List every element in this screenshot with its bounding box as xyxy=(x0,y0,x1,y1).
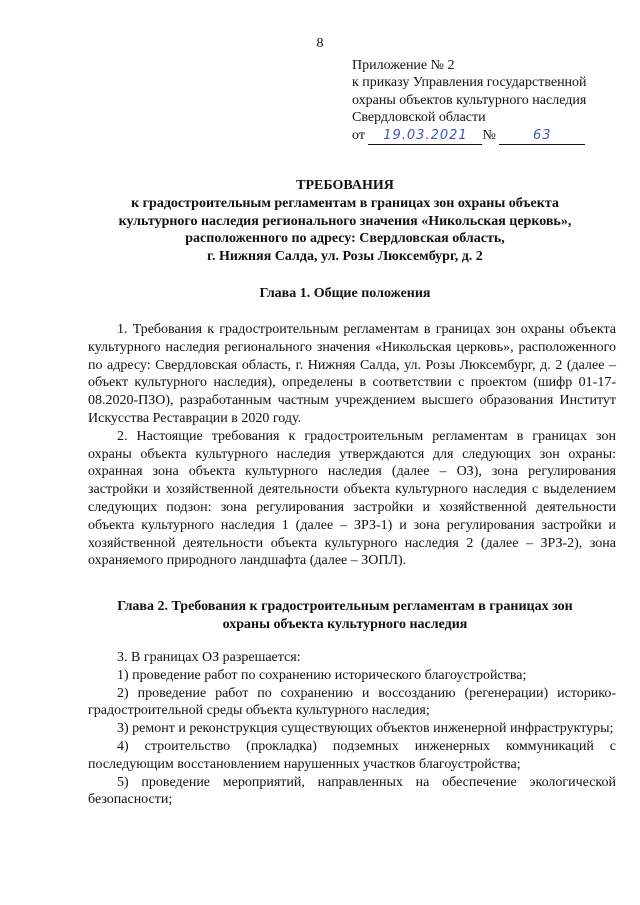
paragraph: 2. Настоящие требования к градостроительным регламентам в границах зон охраны объекта культурного наследия утверждаются для следующих зон охраны: охранная зона объекта культурного наследия (далее – ОЗ), зона регулирования застройки и хозяйственной деятельности объекта культурного наследия с выделением следующих подзон: зона регулирования застройки и хозяйственной деятельности объекта культурного наследия 1 (далее – ЗРЗ-1) и зона регулирования застройки и хозяйственной деятельности объекта культурного наследия 2 (далее – ЗРЗ-2), зона охраняемого природного ландшафта (далее – ЗОПЛ). xyxy=(88,428,616,569)
paragraph: 1. Требования к градостроительным регламентам в границах зон охраны объекта культурного наследия регионального значения «Никольская церковь», расположенного по адресу: Свердловская область, г. Нижняя Салда, ул. Розы Люксембург, д. 2 (далее – объект культурного наследия), определены в соответствии с проектом (шифр 01-17-08.2020-ПЗО), разработанным частным учреждением высшего образования Институт Искусства Реставрации в 2020 году. xyxy=(88,322,616,426)
paragraph: 1) проведение работ по сохранению исторического благоустройства; xyxy=(117,667,527,683)
title-line: культурного наследия регионального значения «Никольская церковь», xyxy=(118,213,572,229)
title-line: г. Нижняя Салда, ул. Розы Люксембург, д. 2 xyxy=(207,249,483,265)
chapter-2-heading-line: Глава 2. Требования к градостроительным регламентам в границах зон xyxy=(117,599,573,614)
appendix-date-line xyxy=(352,127,632,145)
appendix-line: Приложение № 2 xyxy=(352,58,455,73)
appendix-line: Свердловской области xyxy=(352,110,486,126)
number-label: № xyxy=(482,127,496,143)
appendix-header xyxy=(352,57,632,145)
title-line: расположенного по адресу: Свердловская область, xyxy=(185,231,505,247)
title-line: к градостроительным регламентам в границах зон охраны объекта xyxy=(131,195,559,211)
chapter-2-heading xyxy=(70,598,620,634)
handwritten-number: 63 xyxy=(533,127,552,143)
chapter-1-heading: Глава 1. Общие положения xyxy=(259,286,431,301)
title-line: ТРЕБОВАНИЯ xyxy=(296,178,394,193)
chapter-2-heading-line: охраны объекта культурного наследия xyxy=(222,617,468,632)
paragraph: 3. В границах ОЗ разрешается: xyxy=(117,650,301,665)
chapter-2-body xyxy=(88,649,616,809)
paragraph: 3) ремонт и реконструкция существующих объектов инженерной инфраструктуры; xyxy=(117,721,614,737)
handwritten-date: 19.03.2021 xyxy=(383,127,468,143)
paragraph: 2) проведение работ по сохранению и воссозданию (регенерации) историко-градостроительной среды объекта культурного наследия; xyxy=(88,685,616,719)
paragraph: 4) строительство (прокладка) подземных инженерных коммуникаций с последующим восстановлением нарушенных участков благоустройства; xyxy=(88,738,616,772)
document-title xyxy=(70,177,620,266)
appendix-line: охраны объектов культурного наследия xyxy=(352,92,587,108)
appendix-line: к приказу Управления государственной xyxy=(352,75,587,91)
number-field xyxy=(499,127,585,145)
page-number: 8 xyxy=(316,36,324,51)
paragraph: 5) проведение мероприятий, направленных на обеспечение экологической безопасности; xyxy=(88,774,616,808)
chapter-1-body xyxy=(88,321,616,570)
date-field xyxy=(368,127,482,145)
from-label: от xyxy=(352,127,365,143)
